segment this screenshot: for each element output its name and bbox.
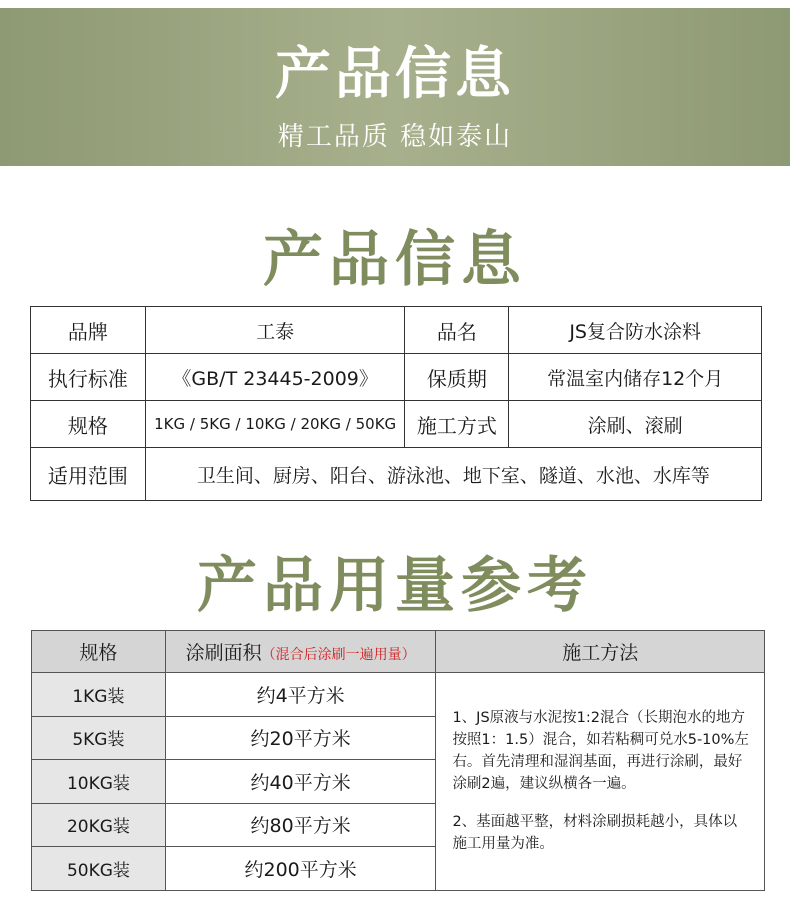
table-row bbox=[32, 673, 765, 717]
header-area-label: 涂刷面积 bbox=[185, 642, 262, 664]
area-cell: 约200平方米 bbox=[165, 847, 436, 891]
area-cell: 约40平方米 bbox=[165, 760, 436, 804]
header-banner bbox=[0, 8, 790, 166]
method-paragraph-1: 1、JS原液与水泥按1:2混合（长期泡水的地方按照1：1.5）混合，如若粘稠可兑水5-10%左右。首先清理和湿润基面，再进行涂刷，最好涂刷2遍，建议纵横各一遍。 bbox=[452, 710, 749, 793]
spec-cell: 5KG装 bbox=[32, 716, 166, 760]
spec-value: 1KG / 5KG / 10KG / 20KG / 50KG bbox=[145, 401, 405, 448]
header-method: 施工方法 bbox=[436, 631, 765, 673]
standard-value: 《GB/T 23445-2009》 bbox=[145, 354, 405, 401]
shelf-life-label: 保质期 bbox=[405, 354, 509, 401]
name-value: JS复合防水涂料 bbox=[509, 307, 762, 354]
table-row bbox=[31, 354, 762, 401]
usage-table bbox=[31, 630, 765, 891]
shelf-life-value: 常温室内储存12个月 bbox=[509, 354, 762, 401]
method-paragraph-2: 2、基面越平整，材料涂刷损耗越小，具体以施工用量为准。 bbox=[452, 814, 738, 853]
scope-value: 卫生间、厨房、阳台、游泳池、地下室、隧道、水池、水库等 bbox=[145, 448, 761, 501]
header-area-note: （混合后涂刷一遍用量） bbox=[261, 647, 416, 663]
area-cell: 约20平方米 bbox=[165, 716, 436, 760]
section-title-product-info: 产品信息 bbox=[263, 225, 527, 295]
spec-cell: 50KG装 bbox=[32, 847, 166, 891]
area-cell: 约80平方米 bbox=[165, 803, 436, 847]
name-label: 品名 bbox=[405, 307, 509, 354]
table-header-row bbox=[32, 631, 765, 673]
method-cell bbox=[436, 673, 765, 891]
spec-label: 规格 bbox=[31, 401, 146, 448]
header-area bbox=[165, 631, 436, 673]
spec-cell: 10KG装 bbox=[32, 760, 166, 804]
section-title-usage: 产品用量参考 bbox=[197, 551, 593, 621]
spec-cell: 20KG装 bbox=[32, 803, 166, 847]
banner-subtitle: 精工品质 稳如泰山 bbox=[277, 122, 513, 152]
table-row bbox=[31, 448, 762, 501]
brand-value: 工泰 bbox=[145, 307, 405, 354]
product-info-table bbox=[30, 306, 762, 501]
table-row bbox=[31, 401, 762, 448]
construction-method-label: 施工方式 bbox=[405, 401, 509, 448]
table-row bbox=[31, 307, 762, 354]
scope-label: 适用范围 bbox=[31, 448, 146, 501]
spec-cell: 1KG装 bbox=[32, 673, 166, 717]
standard-label: 执行标准 bbox=[31, 354, 146, 401]
area-cell: 约4平方米 bbox=[165, 673, 436, 717]
banner-title: 产品信息 bbox=[275, 42, 515, 107]
header-spec: 规格 bbox=[32, 631, 166, 673]
brand-label: 品牌 bbox=[31, 307, 146, 354]
construction-method-value: 涂刷、滚刷 bbox=[509, 401, 762, 448]
